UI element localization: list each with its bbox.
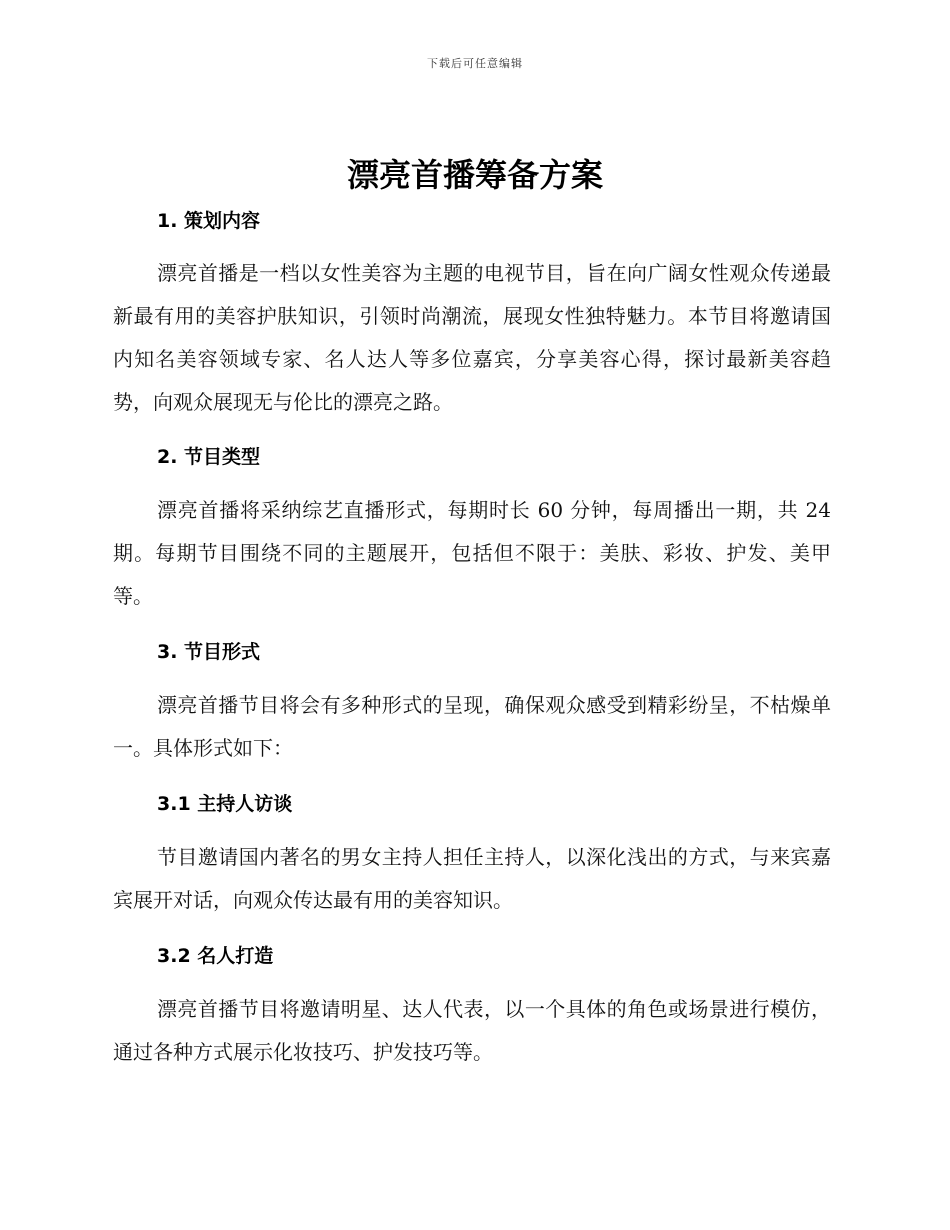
section-heading-1: 1. 策划内容	[157, 210, 261, 232]
section-heading-3: 3. 节目形式	[157, 641, 261, 663]
section-paragraph-3: 漂亮首播节目将会有多种形式的呈现，确保观众感受到精彩纷呈，不枯燥单一。具体形式如下：	[113, 693, 831, 760]
header-note: 下载后可任意编辑	[427, 57, 523, 70]
page-title: 漂亮首播筹备方案	[346, 156, 603, 194]
section-heading-2: 2. 节目类型	[157, 446, 261, 468]
section-paragraph-3-1: 节目邀请国内著名的男女主持人担任主持人，以深化浅出的方式，与来宾嘉宾展开对话，向观众传达最有用的美容知识。	[113, 845, 831, 912]
section-paragraph-3-2: 漂亮首播节目将邀请明星、达人代表，以一个具体的角色或场景进行模仿，通过各种方式展示化妆技巧、护发技巧等。	[113, 997, 831, 1064]
section-paragraph-1: 漂亮首播是一档以女性美容为主题的电视节目，旨在向广阔女性观众传递最新最有用的美容护肤知识，引领时尚潮流，展现女性独特魅力。本节目将邀请国内知名美容领域专家、名人达人等多位嘉宾，分享美容心得，探讨最新美容趋势，向观众展现无与伦比的漂亮之路。	[113, 261, 831, 414]
section-heading-3-1: 3.1 主持人访谈	[157, 793, 293, 815]
section-paragraph-2: 漂亮首播将采纳综艺直播形式，每期时长 60 分钟，每周播出一期，共 24 期。每期节目围绕不同的主题展开，包括但不限于：美肤、彩妆、护发、美甲等。	[113, 498, 831, 608]
section-heading-3-2: 3.2 名人打造	[157, 945, 274, 967]
